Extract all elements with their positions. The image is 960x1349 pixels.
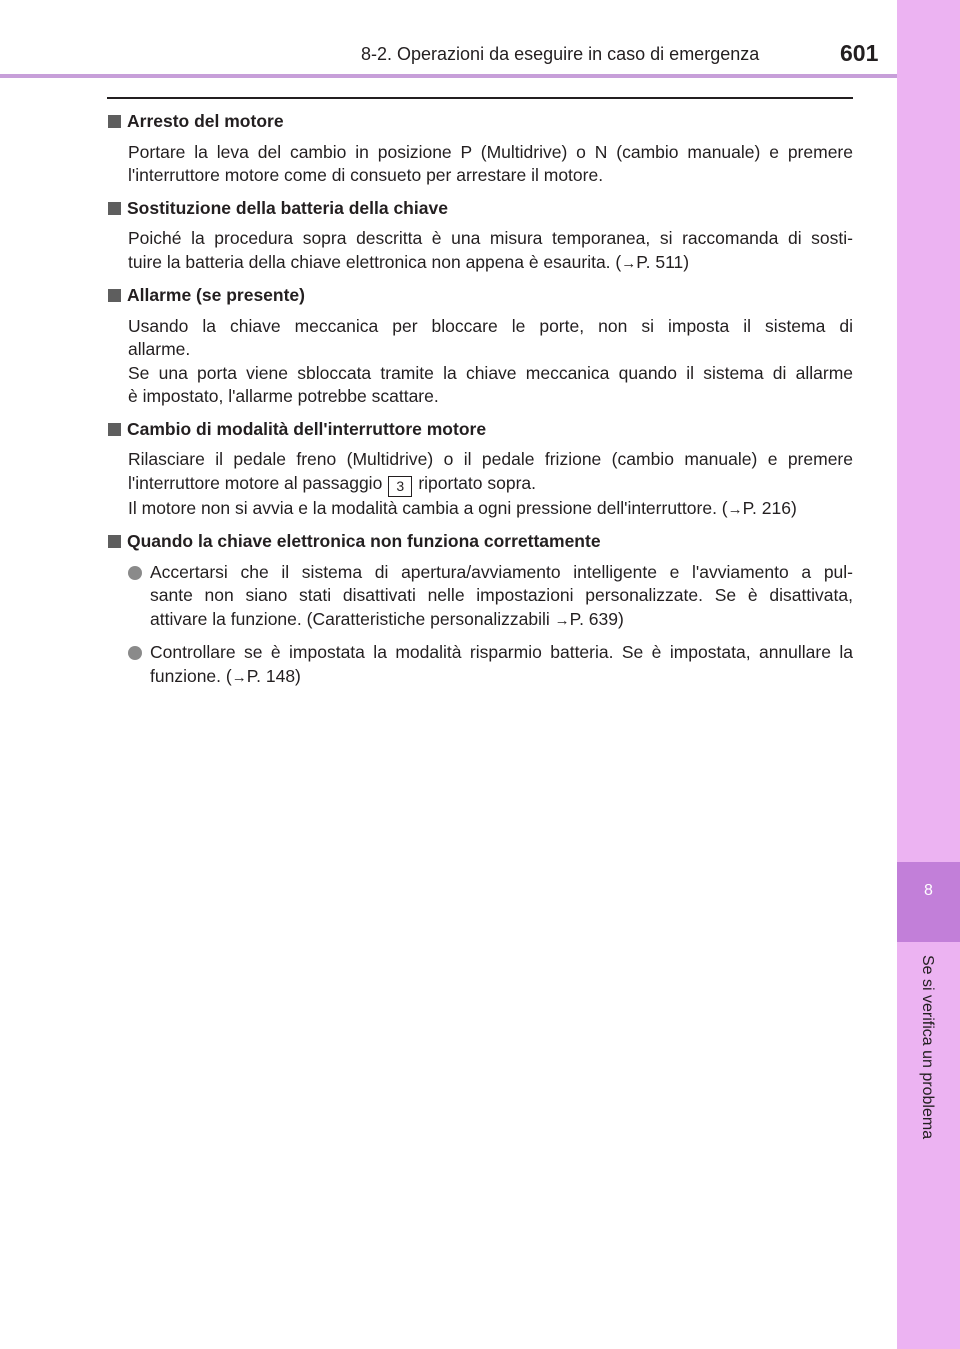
section-heading: Cambio di modalità dell'interruttore motore (108, 418, 853, 442)
page-number: 601 (840, 40, 879, 66)
square-bullet-icon (108, 115, 121, 128)
section-heading: Sostituzione della batteria della chiave (108, 197, 853, 221)
page-reference-link[interactable]: P. 216) (742, 497, 797, 518)
section-body: Poiché la procedura sopra descritta è una misura temporanea, si raccomanda di sosti- tuire la batteria della chiave elettronica non appena è esaurita. (→P. 511) (128, 228, 853, 272)
page-reference-link[interactable]: P. 639) (569, 608, 624, 629)
section-body: Rilasciare il pedale freno (Multidrive) o il pedale frizione (cambio manuale) e premere l'interruttore motore al passaggio 3 riportato sopra. Il motore non si avvia e la modalità cambia a ogni pressione dell'interruttore. (→P. 216) (128, 449, 853, 518)
list-item: Controllare se è impostata la modalità risparmio batteria. Se è impostata, annullare la funzione. (→P. 148) (128, 641, 853, 689)
header-section-title: 8-2. Operazioni da eseguire in caso di emergenza (361, 44, 760, 64)
page-reference-link[interactable]: P. 511) (636, 251, 690, 272)
arrow-right-icon: → (621, 254, 637, 272)
header-rule (0, 74, 897, 78)
section-heading: Quando la chiave elettronica non funziona correttamente (108, 530, 853, 554)
section-body: Usando la chiave meccanica per bloccare le porte, non si imposta il sistema di allarme. Se una porta viene sbloccata tramite la chiave meccanica quando il sistema di allarme è impostato, l'allarme potrebbe scattare. (128, 315, 853, 406)
section-body: Portare la leva del cambio in posizione P (Multidrive) o N (cambio manuale) e premere l'interruttore motore come di consueto per arrestare il motore. (128, 141, 853, 185)
chapter-number: 8 (924, 882, 933, 899)
chapter-side-tab[interactable] (897, 0, 960, 1349)
square-bullet-icon (108, 202, 121, 215)
page-reference-link[interactable]: P. 148) (246, 665, 301, 686)
round-bullet-icon (128, 566, 142, 580)
section-arresto-motore (108, 110, 853, 188)
section-sostituzione-batteria (108, 197, 853, 276)
list-item: Accertarsi che il sistema di apertura/avviamento intelligente e l'avviamento a pul- sante non siano stati disattivati nelle impostazioni personalizzate. Se è disattivata, attivare la funzione. (Caratteristiche personalizzabili →P. 639) (128, 561, 853, 633)
chapter-number-block (897, 862, 960, 942)
chapter-title: Se si verifica un problema (919, 955, 936, 1140)
section-cambio-modalita (108, 418, 853, 522)
section-allarme (108, 284, 853, 409)
page-content (108, 110, 853, 698)
step-number-badge: 3 (388, 476, 412, 497)
square-bullet-icon (108, 423, 121, 436)
arrow-right-icon: → (554, 611, 570, 629)
section-heading: Arresto del motore (108, 110, 853, 134)
arrow-right-icon: → (727, 500, 743, 518)
section-heading: Allarme (se presente) (108, 284, 853, 308)
round-bullet-icon (128, 646, 142, 660)
square-bullet-icon (108, 535, 121, 548)
square-bullet-icon (108, 289, 121, 302)
content-top-rule (107, 97, 853, 99)
arrow-right-icon: → (231, 668, 247, 686)
section-chiave-non-funziona (108, 530, 853, 689)
